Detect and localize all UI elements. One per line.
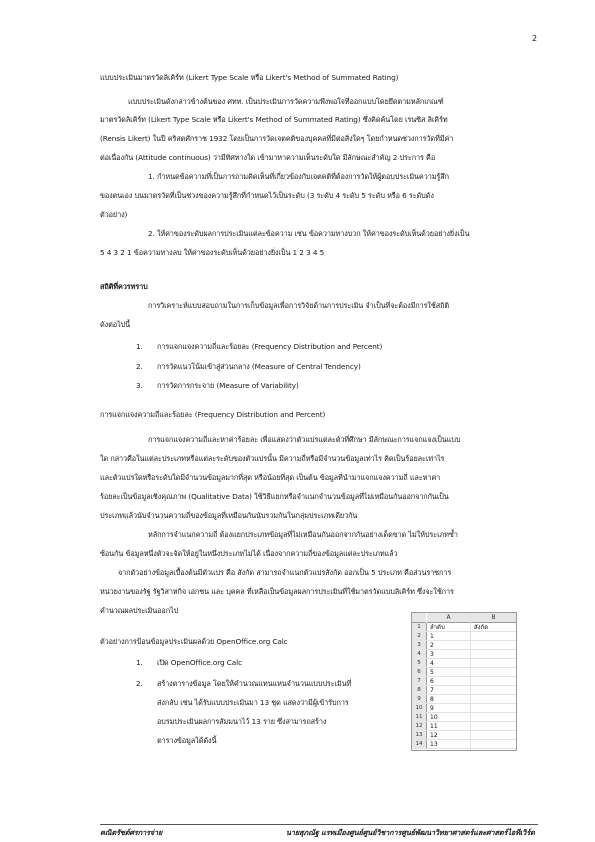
column-header-a: A (427, 613, 470, 623)
paragraph-line: หน่วยงานของรัฐ รัฐวิสาหกิจ เอกชน และ บุคคล ที่เหลือเป็นข้อมูลผลการประเมินที่ใช้มาตรวัดแบบลิเคิร์ท ซึ่งจะใช้การ (100, 587, 454, 596)
paragraph-line: และตัวแปรใดหรือระดับใดมีจำนวนข้อมูลมากที่สุด หรือน้อยที่สุด เป็นต้น ข้อมูลที่นำมาแจกแจงความถี่ และหาค่า (100, 473, 441, 482)
paragraph-line: ใด กล่าวคือในแต่ละประเภทหรือแต่ละระดับของตัวแปรนั้น มีความถี่หรือมีจำนวนข้อมูลเท่าไร คิดเป็นร้อยละเท่าไร (100, 454, 445, 463)
row-number: 12 (412, 722, 427, 731)
cell-order-value: 4 (430, 660, 434, 667)
paragraph-line: จากตัวอย่างข้อมูลเบื้องต้นมีตัวแปร คือ สังกัด สามารถจำแนกตัวแปรสังกัด ออกเป็น 5 ประเภท คือส่วนราชการ (118, 568, 452, 577)
cell-order-value: 12 (430, 732, 438, 739)
list-item-continuation: อบรมประเมินผลการสัมมนาไว้ 13 ราย ซึ่งสามารถสร้าง (157, 717, 327, 726)
paragraph-line: แบบประเมินดังกล่าวข้างต้นของ ศทท. เป็นประเมินการวัดความพึงพอใจที่ออกแบบโดยยึดตามหลักเกณฑ์ (128, 97, 444, 106)
list-item-continuation: ส่งกลับ เช่น ได้รับแบบประเมินมา 13 ชุด แสดงว่ามีผู้เข้ารับการ (157, 698, 349, 707)
row-number: 13 (412, 731, 427, 740)
row-number: 3 (412, 641, 427, 650)
cell-order-value: 11 (430, 723, 438, 730)
list-item: สร้างตารางข้อมูล โดยให้คำนวณแทนแหนจำนวนแบบประเมินที่ (157, 679, 352, 688)
cell-order-value: 2 (430, 642, 434, 649)
row-number: 5 (412, 659, 427, 668)
paragraph-line: ประเภทแล้วนับจำนวนความถี่ของข้อมูลที่เหมือนกันนับรวมกันในกลุ่มประเภทเดียวกัน (100, 511, 358, 520)
paragraph-line: หลักการจำแนกความถี่ ต้องแยกประเภทข้อมูลที่ไม่เหมือนกันออกจากกันอย่างเด็ดขาด ไม่ให้ประเภทซ้ำ (148, 530, 458, 539)
cell-order-value: 6 (430, 678, 434, 685)
column-header-b: B (471, 613, 516, 623)
row-number: 9 (412, 695, 427, 704)
cell-order-value: 9 (430, 705, 434, 712)
cell-order-value: 13 (430, 741, 438, 748)
list-item: การวัดการกระจาย (Measure of Variability) (157, 381, 299, 390)
paragraph-line: ของตนเอง บนมาตรวัดที่เป็นช่วงของความรู้สึกที่กำหนดไว้เป็นระดับ (3 ระดับ 4 ระดับ 5 ระดับ หรือ 6 ระดับดัง (100, 191, 434, 200)
list-number: 1. (136, 658, 143, 667)
row-number: 14 (412, 740, 427, 749)
characteristic-item: 2. ให้ค่าของระดับผลการประเมินแต่ละข้อความ เช่น ข้อความทางบวก ให้ค่าของระดับเห็นด้วยอย่างยิ่งเป็น (148, 229, 470, 238)
section-heading-frequency: การแจกแจงความถี่และร้อยละ (Frequency Distribution and Percent) (100, 410, 326, 419)
list-number: 3. (136, 381, 143, 390)
paragraph-line: ตัวอย่าง) (100, 210, 128, 219)
list-number: 2. (136, 362, 143, 371)
paragraph-line: มาตรวัดลิเคิร์ท (Likert Type Scale หรือ Likert's Method of Summated Rating) ซึ่งคิดค้นโดย เรนซิส ลิเคิร์ท (100, 115, 448, 124)
list-item: การวัดแนวโน้มเข้าสู่ส่วนกลาง (Measure of Central Tendency) (157, 362, 361, 371)
sheet-corner (412, 613, 426, 623)
paragraph-line: ต่อเนื่องกัน (Attitude continuous) ว่ามีทิศทางใด เข้ามาหาความเห็นระดับใด มีลักษณะสำคัญ 2 ประการ คือ (100, 153, 436, 162)
row-number: 8 (412, 686, 427, 695)
page-number: 2 (532, 34, 538, 43)
paragraph-line: การวิเคราะห์แบบสอบถามในการเก็บข้อมูลเพื่อการวิจัยด้านการประเมิน จำเป็นที่จะต้องมีการใช้สถิติ (148, 301, 450, 310)
paragraph-line: คำนวณผลประเมินออกไป (100, 606, 179, 615)
cell-order-value: 1 (430, 633, 434, 640)
cell-header-affiliation: สังกัด (474, 624, 489, 631)
spreadsheet-screenshot (411, 612, 517, 751)
example-heading: ตัวอย่างการป้อนข้อมูลประเมินผลด้วย OpenOffice.org Calc (100, 637, 288, 646)
row-number: 6 (412, 668, 427, 677)
list-item: การแจกแจงความถี่และร้อยละ (Frequency Distribution and Percent) (157, 342, 383, 351)
cell-order-value: 10 (430, 714, 438, 721)
paragraph-line: ดังต่อไปนี้ (100, 320, 131, 329)
cell-order-value: 5 (430, 669, 434, 676)
characteristic-item: 1. กำหนดข้อความที่เป็นการถามคิดเห็นที่เกี่ยวข้องกับเจตคติที่ต้องการวัดให้ผู้ตอบประเมินความรู้สึก (148, 172, 449, 181)
row-number: 10 (412, 704, 427, 713)
row-number: 11 (412, 713, 427, 722)
paragraph-line: ซ้อนกัน ข้อมูลหนึ่งตัวจะจัดให้อยู่ในหนึ่งประเภทไม่ได้ เนื่องจากความถี่ของข้อมูลแต่ละประเภทแล้ว (100, 549, 398, 558)
list-number: 1. (136, 342, 143, 351)
cell-order-value: 8 (430, 696, 434, 703)
list-item-continuation: ตารางข้อมูลได้ดังนี้ (157, 736, 217, 745)
footer-left: คณิตรัชต์ศรการจ่าย (100, 828, 163, 837)
footer-divider (100, 824, 538, 825)
section-heading-statistics: สถิติที่ควรทราบ (100, 282, 148, 291)
row-number: 7 (412, 677, 427, 686)
paragraph-line: 5 4 3 2 1 ข้อความทางลบ ให้ค่าของระดับเห็นด้วยอย่างยิ่งเป็น 1 2 3 4 5 (100, 248, 325, 257)
cell-order-value: 3 (430, 651, 434, 658)
list-item: เปิด OpenOffice.org Calc (157, 658, 242, 667)
footer-right: นายสุภณัฐ แรทเมืองศูนย์ศูนย์วิชาการศูนย์พัฒนาวิทยาศาสตร์และศาสตร์ไอทีเวิร์ด (286, 828, 535, 837)
cell-order-value: 7 (430, 687, 434, 694)
row-number: 4 (412, 650, 427, 659)
section-heading-likert: แบบประเมินมาตรวัดลิเคิร์ท (Likert Type Scale หรือ Likert's Method of Summated Rating) (100, 73, 399, 82)
cell-header-order: ลำดับ (430, 624, 445, 631)
list-number: 2. (136, 679, 143, 688)
paragraph-line: การแจกแจงความถี่และหาค่าร้อยละ เพื่อแสดงว่าตัวแปรแต่ละตัวที่ศึกษา มีลักษณะการแจกแจงเป็นแบบ (148, 435, 461, 444)
paragraph-line: ร้อยละเป็นข้อมูลเชิงคุณภาพ (Qualitative Data) ใช้วิธีแยกหรือจำแนกจำนวนข้อมูลที่ไม่เหมือนกันออกจากกันเป็น (100, 492, 449, 501)
row-number: 1 (412, 623, 427, 632)
row-number: 2 (412, 632, 427, 641)
paragraph-line: (Rensis Likert) ในปี คริสตศักราช 1932 โดยเป็นการวัดเจตคติของบุคคลที่มีต่อสิ่งใดๆ โดยกำหนดช่วงการวัดที่มีค่า (100, 134, 454, 143)
